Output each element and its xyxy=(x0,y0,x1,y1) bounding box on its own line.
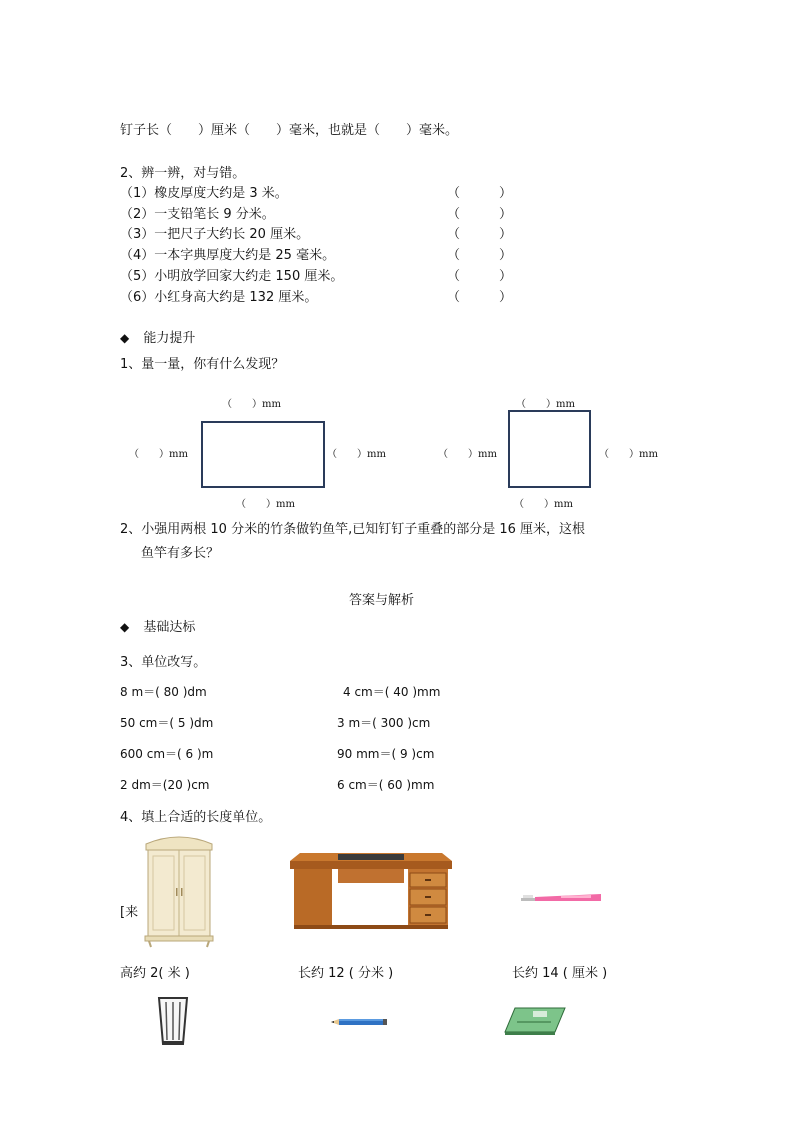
section-heading-ability xyxy=(120,327,195,346)
square-top-label: （ ）mm xyxy=(516,399,575,410)
section-title: 能力提升 xyxy=(143,331,196,346)
judge-item-text: （5）小明放学回家大约走 150 厘米。 xyxy=(120,269,344,284)
judge-answer-paren[interactable]: （ ） xyxy=(447,186,513,201)
judge-answer-paren[interactable]: （ ） xyxy=(447,290,513,305)
judge-item-text: （3）一把尺子大约长 20 厘米。 xyxy=(120,227,310,242)
conversion-right: 6 cm＝( 60 )mm xyxy=(337,778,435,792)
watermark-text: [来 xyxy=(120,905,139,920)
square-bottom-label: （ ）mm xyxy=(514,499,573,510)
wardrobe-caption: 高约 2( 米 ) xyxy=(120,966,190,981)
square-left-label: （ ）mm xyxy=(438,449,497,460)
conversion-right: 90 mm＝( 9 )cm xyxy=(337,747,435,761)
measure-title: 1、量一量，你有什么发现？ xyxy=(120,357,285,372)
rect-bottom-label: （ ）mm xyxy=(236,499,295,510)
conversion-left: 600 cm＝( 6 )m xyxy=(120,747,214,761)
diamond-bullet-icon: ◆ xyxy=(120,620,130,634)
rectangle-shape xyxy=(201,421,325,488)
desk-image xyxy=(290,851,452,931)
rect-left-label: （ ）mm xyxy=(129,449,188,460)
pencil-image xyxy=(331,1016,387,1028)
conversion-right: 4 cm＝( 40 )mm xyxy=(343,685,441,699)
answers-heading: 答案与解析 xyxy=(349,593,415,608)
toothbrush-caption: 长约 14 ( 厘米 ) xyxy=(512,966,608,981)
book-image xyxy=(503,1006,567,1036)
bamboo-question-line2: 鱼竿有多长？ xyxy=(141,546,220,561)
rect-right-label: （ ）mm xyxy=(327,449,386,460)
nail-question-line: 钉子长（ ）厘米（ ）毫米，也就是（ ）毫米。 xyxy=(120,123,459,138)
rect-top-label: （ ）mm xyxy=(222,399,281,410)
wardrobe-image xyxy=(140,832,218,948)
judge-answer-paren[interactable]: （ ） xyxy=(447,207,513,222)
conversion-left: 50 cm＝( 5 )dm xyxy=(120,716,214,730)
judge-item-text: （2）一支铅笔长 9 分米。 xyxy=(120,207,275,222)
square-right-label: （ ）mm xyxy=(599,449,658,460)
judge-answer-paren[interactable]: （ ） xyxy=(447,227,513,242)
bamboo-question-line1: 2、小强用两根 10 分米的竹条做钓鱼竿,已知钉钉子重叠的部分是 16 厘米，这根 xyxy=(120,522,586,537)
judge-answer-paren[interactable]: （ ） xyxy=(447,269,513,284)
judge-item-text: （6）小红身高大约是 132 厘米。 xyxy=(120,290,318,305)
judge-title: 2、辨一辨，对与错。 xyxy=(120,166,246,181)
toothbrush-image xyxy=(521,892,603,906)
judge-answer-paren[interactable]: （ ） xyxy=(447,248,513,263)
conversion-right: 3 m＝( 300 )cm xyxy=(337,716,431,730)
judge-item-text: （1）橡皮厚度大约是 3 米。 xyxy=(120,186,288,201)
conversion-title: 3、单位改写。 xyxy=(120,655,207,670)
cup-image xyxy=(157,996,189,1048)
desk-caption: 长约 12 ( 分米 ) xyxy=(298,966,394,981)
conversion-left: 8 m＝( 80 )dm xyxy=(120,685,207,699)
conversion-left: 2 dm＝(20 )cm xyxy=(120,778,210,792)
fill-units-title: 4、填上合适的长度单位。 xyxy=(120,810,272,825)
square-shape xyxy=(508,410,591,488)
judge-item-text: （4）一本字典厚度大约是 25 毫米。 xyxy=(120,248,336,263)
diamond-bullet-icon: ◆ xyxy=(120,331,130,345)
section-heading-basic xyxy=(120,616,195,635)
section-title: 基础达标 xyxy=(143,620,196,635)
